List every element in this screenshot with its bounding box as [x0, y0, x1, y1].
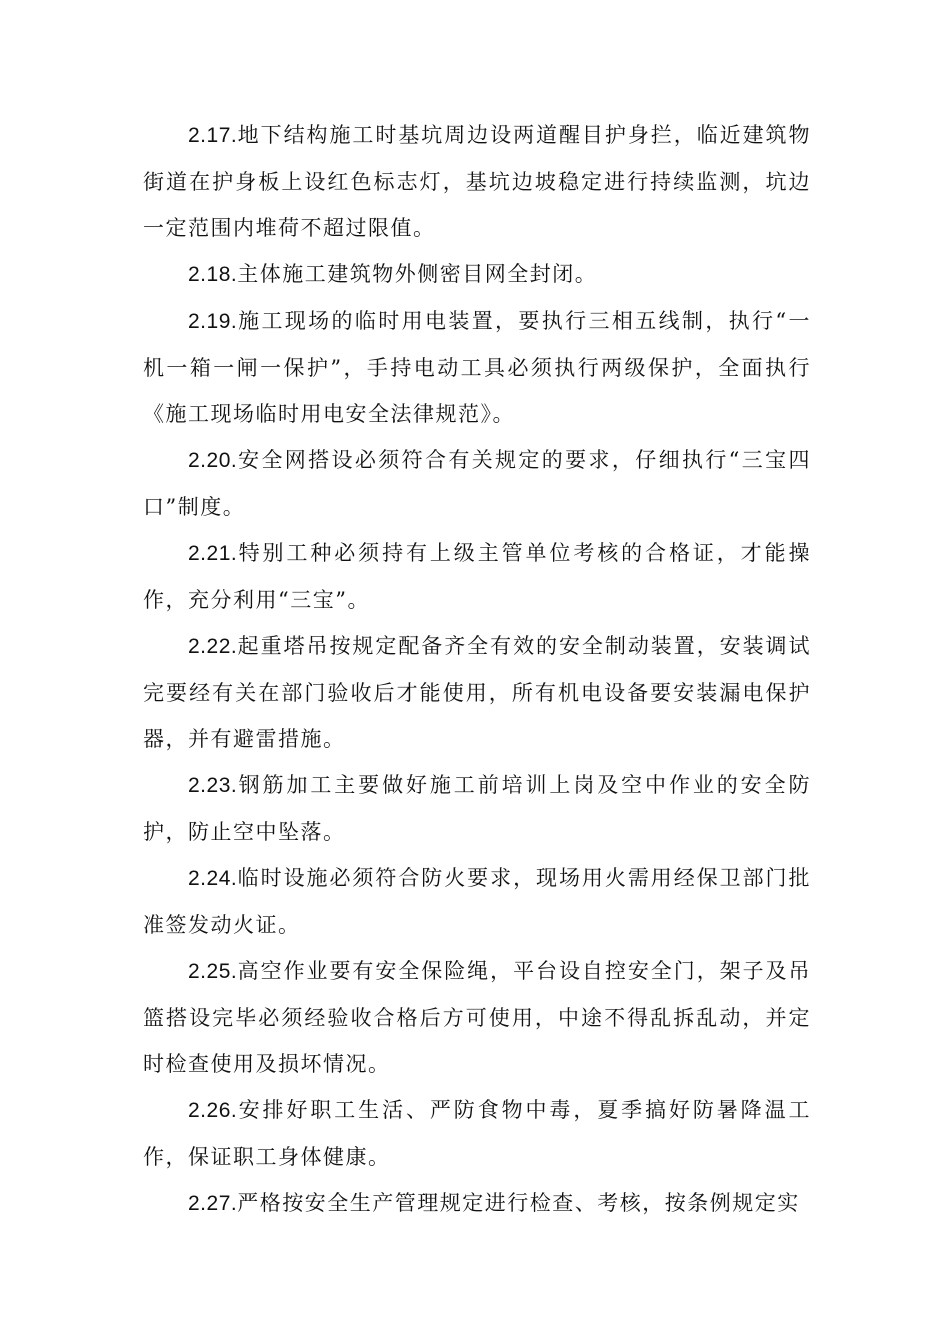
paragraph-text: 安全网搭设必须符合有关规定的要求，仔细执行“三宝四口”制度。 [143, 448, 811, 519]
paragraph-2-19 [143, 298, 811, 437]
document-body [143, 112, 811, 1227]
paragraph-text: 高空作业要有安全保险绳，平台设自控安全门，架子及吊篮搭设完毕必须经验收合格后方可使用，中途不得乱拆乱动，并定时检查使用及损坏情况。 [143, 959, 811, 1076]
paragraph-number: 2.22. [188, 635, 238, 658]
paragraph-2-26 [143, 1087, 811, 1180]
paragraph-2-27 [143, 1180, 811, 1227]
paragraph-2-18 [143, 251, 811, 298]
paragraph-number: 2.25. [188, 960, 238, 983]
paragraph-2-21 [143, 530, 811, 623]
paragraph-2-17 [143, 112, 811, 251]
paragraph-number: 2.26. [188, 1099, 238, 1122]
paragraph-number: 2.17. [188, 124, 238, 147]
paragraph-number: 2.18. [188, 263, 238, 286]
paragraph-text: 特别工种必须持有上级主管单位考核的合格证，才能操作，充分利用“三宝”。 [143, 541, 811, 612]
paragraph-number: 2.20. [188, 449, 238, 472]
paragraph-2-23 [143, 762, 811, 855]
paragraph-text: 临时设施必须符合防火要求，现场用火需用经保卫部门批准签发动火证。 [143, 866, 811, 937]
paragraph-2-20 [143, 437, 811, 530]
paragraph-2-22 [143, 623, 811, 762]
paragraph-text: 地下结构施工时基坑周边设两道醒目护身拦，临近建筑物街道在护身板上设红色标志灯，基坑边坡稳定进行持续监测，坑边一定范围内堆荷不超过限值。 [143, 123, 811, 240]
paragraph-text: 严格按安全生产管理规定进行检查、考核，按条例规定实 [237, 1191, 800, 1215]
paragraph-2-24 [143, 855, 811, 948]
paragraph-number: 2.21. [188, 542, 238, 565]
paragraph-2-25 [143, 948, 811, 1087]
paragraph-text: 施工现场的临时用电装置，要执行三相五线制，执行“一机一箱一闸一保护”，手持电动工具必须执行两级保护，全面执行《施工现场临时用电安全法律规范》。 [143, 309, 811, 426]
paragraph-text: 主体施工建筑物外侧密目网全封闭。 [237, 262, 598, 286]
paragraph-text: 起重塔吊按规定配备齐全有效的安全制动装置，安装调试完要经有关在部门验收后才能使用，所有机电设备要安装漏电保护器，并有避雷措施。 [143, 634, 811, 751]
paragraph-number: 2.23. [188, 774, 238, 797]
paragraph-number: 2.27. [188, 1192, 238, 1215]
paragraph-text: 钢筋加工主要做好施工前培训上岗及空中作业的安全防护，防止空中坠落。 [143, 773, 811, 844]
paragraph-text: 安排好职工生活、严防食物中毒，夏季搞好防暑降温工作，保证职工身体健康。 [143, 1098, 811, 1169]
paragraph-number: 2.19. [188, 310, 238, 333]
paragraph-number: 2.24. [188, 867, 238, 890]
